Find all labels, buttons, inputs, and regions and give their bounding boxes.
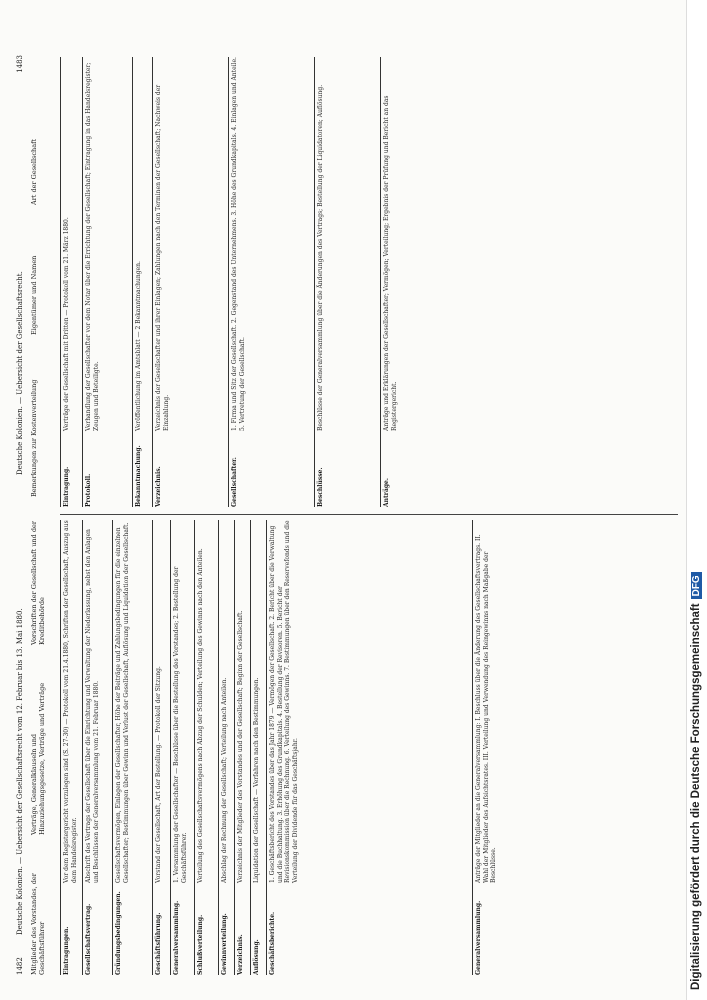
section-row xyxy=(475,520,675,975)
col-header-left-2: Verträge, Generalklauseln und Hinzuziehungsgesetze, Verträge und Verträge xyxy=(30,682,46,835)
column-divider xyxy=(60,514,678,515)
section-text: Abschlag der Rechnung der Gesellschaft; Verteilung nach Anteilen. xyxy=(221,677,228,883)
section-row xyxy=(269,520,469,975)
section-label: Eintragung. xyxy=(63,466,70,507)
section-label: Protokoll. xyxy=(85,473,92,507)
section-label: Generalversammlung. xyxy=(173,900,180,975)
col-header-left-1: Mitglieder des Vorstandes, der Geschäftsführer xyxy=(30,873,46,975)
document-page xyxy=(8,45,688,985)
page-number-left: 1482 xyxy=(16,957,24,975)
dfg-credit xyxy=(690,0,702,990)
section-text: Beschlüsse der Generalversammlung über die Änderungen des Vertrags; Bestellung der Liquidatoren; Auflösung. xyxy=(317,84,324,431)
section-row xyxy=(253,520,263,975)
section-label: Gesellschaftsvertrag. xyxy=(85,903,92,975)
section-text: Verträge der Gesellschaft mit Dritten — Protokoll vom 21. März 1880. xyxy=(63,217,70,431)
section-text: 1. Geschäftsbericht des Vorstandes über das Jahr 1879 — Vermögen der Gesellschaft. 2. Bericht über die Verwaltung und die Buchhaltung. 3. Erhöhung des Grundkapitals. 4. Bestellung der Revisoren. 5. Bericht der Revisionskommission über die Rechnung. 6. Verteilung des Gewinns. 7. Bestimmungen über den Reservefonds und die Verteilung der Dividende für das Geschäftsjahr. xyxy=(269,520,299,883)
section-label: Bekanntmachung. xyxy=(135,445,142,507)
section-row xyxy=(383,57,583,507)
section-text: Verhandlung der Gesellschafter vor dem Notar über die Errichtung der Gesellschaft; Eintragung in das Handelsregister; Zeugen und Beteiligte. xyxy=(85,62,100,431)
rotated-page-content xyxy=(8,45,688,985)
section-text: Verteilung des Gesellschaftsvermögens nach Abzug der Schulden; Verteilung des Gewinns nach den Anteilen. xyxy=(197,548,204,883)
section-row xyxy=(135,57,149,507)
section-label: Generalversammlung. xyxy=(475,900,482,975)
section-label: Anträge. xyxy=(383,478,390,507)
section-text: Verzeichnis der Mitglieder des Vorstandes und der Gesellschaft; Beginn der Gesellschaft. xyxy=(237,610,244,883)
section-label: Gesellschafter. xyxy=(231,457,238,507)
section-text: Liquidation der Gesellschaft — Verfahren nach den Bestimmungen. xyxy=(253,677,260,883)
section-text: Vorstand der Gesellschaft, Art der Bestellung. — Protokoll der Sitzung. xyxy=(155,666,162,883)
header-title-left: Deutsche Kolonien. — Uebersicht der Gesellschaftsrecht vom 12. Februar bis 13. Mai 1880. xyxy=(16,608,24,935)
section-label: Eintragungen. xyxy=(63,926,70,975)
section-label: Geschäftsführung. xyxy=(155,912,162,975)
section-label: Gewinnverteilung. xyxy=(221,913,228,975)
header-title-right: Deutsche Kolonien. — Uebersicht der Gesellschaftsrecht. xyxy=(16,271,24,475)
section-text: 1. Firma und Sitz der Gesellschaft. 2. Gegenstand des Unternehmens. 3. Höhe des Grundkapitals. 4. Einlagen und Anteile. 5. Vertretung der Gesellschaft. xyxy=(231,57,246,431)
section-row xyxy=(237,520,247,975)
dfg-logo-icon: DFG xyxy=(691,572,702,599)
section-text: Abschrift des Vertrags der Gesellschaft über die Einrichtung und Verwaltung der Niederlassung, nebst den Anlagen und Beschlüssen der Generalversammlung vom 21. Februar 1880. xyxy=(85,529,100,883)
section-row xyxy=(63,520,81,975)
col-header-right-2: Eigentümer und Namen xyxy=(30,255,38,335)
section-label: Verzeichnis. xyxy=(155,466,162,507)
section-row xyxy=(221,520,231,975)
section-row xyxy=(63,57,81,507)
section-label: Beschlüsse. xyxy=(317,467,324,507)
section-text: Anträge und Erklärungen der Gesellschafter; Vermögen; Verteilung; Ergebnis der Prüfung und Bericht an das Registergericht. xyxy=(383,95,398,431)
section-row xyxy=(155,520,167,975)
section-text: Vor dem Registergericht vorzulegen sind (S. 27-30) — Protokoll vom 21.4.1880, Schriften der Gesellschaft, Auszug aus dem Handelsregister. xyxy=(63,520,78,883)
col-header-right-1: Bemerkungen zur Kostenverteilung xyxy=(30,379,38,497)
section-label: Geschäftsberichte. xyxy=(269,911,276,975)
section-text: Veröffentlichung im Amtsblatt — 2 Bekanntmachungen. xyxy=(135,261,142,431)
section-row xyxy=(231,57,311,507)
section-label: Gründungsbedingungen. xyxy=(115,891,122,975)
section-text: Anträge der Mitglieder an die Generalversammlung: I. Beschluss über die Änderung des Gesellschaftsvertrags. II. Wahl der Mitglieder des Aufsichtsrates. III. Verteilung und Verwendung des Reingewinns nach Maßgabe der Beschlüsse. xyxy=(475,534,498,883)
section-row xyxy=(155,57,225,507)
section-text: 1. Versammlung der Gesellschafter — Beschlüsse über die Bestellung des Vorstandes; 2. Bestellung der Geschäftsführer. xyxy=(173,566,188,883)
dfg-sidebar xyxy=(686,0,707,1000)
page-header xyxy=(14,55,56,975)
right-column xyxy=(60,57,678,507)
col-header-left-3: Vorschriften der Gesellschaft und der Kreditbehörde xyxy=(30,521,46,645)
section-label: Schlußverteilung. xyxy=(197,914,204,975)
col-header-right-3: Art der Gesellschaft xyxy=(30,138,38,205)
section-row xyxy=(115,520,149,975)
left-column xyxy=(60,520,678,975)
section-row xyxy=(197,520,215,975)
section-row xyxy=(173,520,191,975)
section-label: Verzeichnis. xyxy=(237,934,244,975)
section-row xyxy=(317,57,377,507)
section-text: Gesellschaftsvermögen, Einlagen der Gesellschafter, Höhe der Beiträge und Zahlungsbedingungen für die einzelnen Gesellschafter; Bestimmungen über Gewinn und Verlust der Gesellschaft, Auflösung und Liquidation der Gesellschaft. xyxy=(115,522,130,883)
section-text: Verzeichnis der Gesellschafter und ihrer Einlagen; Zahlungen nach den Terminen der Gesellschaft; Nachweis der Einzahlung. xyxy=(155,84,170,431)
page-number-right: 1483 xyxy=(16,55,24,73)
section-label: Auflösung. xyxy=(253,939,260,975)
section-row xyxy=(85,520,109,975)
section-row xyxy=(85,57,129,507)
dfg-credit-text: Digitalisierung gefördert durch die Deutsche Forschungsgemeinschaft xyxy=(690,603,702,990)
